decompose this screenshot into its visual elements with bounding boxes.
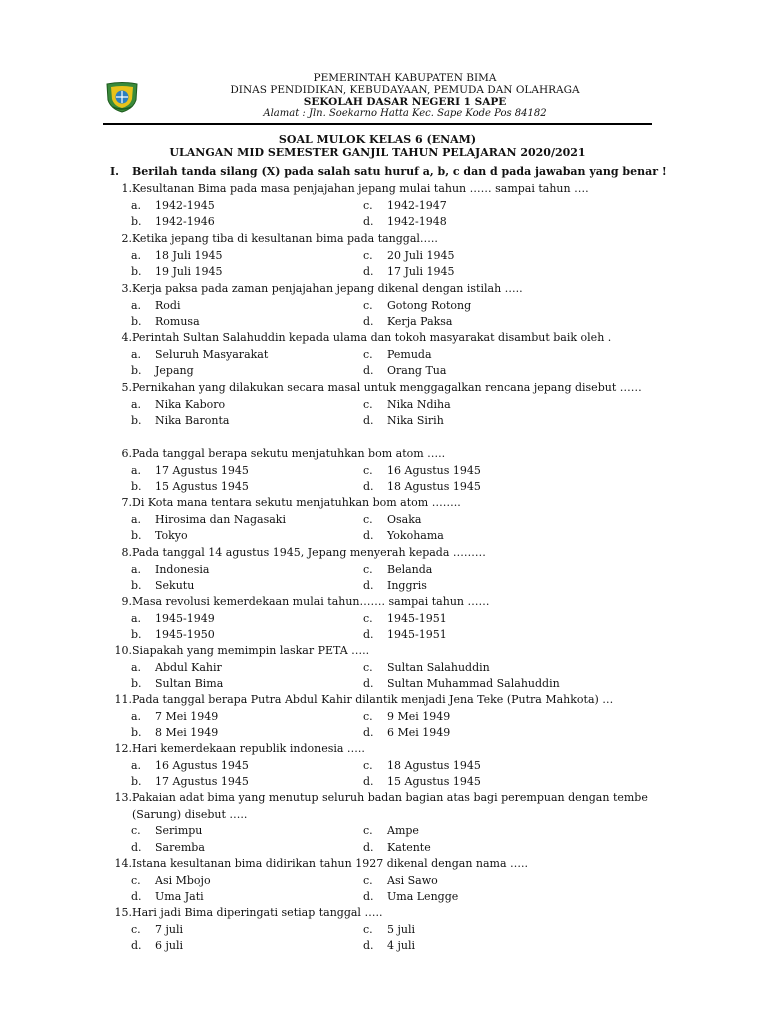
option-text: 9 Mei 1949 bbox=[387, 709, 451, 723]
question-item bbox=[110, 231, 670, 281]
option-letter: a. bbox=[131, 397, 142, 411]
option-text: 17 Agustus 1945 bbox=[155, 775, 249, 788]
option-text: 18 Agustus 1945 bbox=[387, 480, 481, 493]
option-text: Osaka bbox=[387, 512, 422, 526]
option-text: 5 juli bbox=[387, 922, 416, 936]
question-item bbox=[110, 741, 670, 791]
option-letter: a. bbox=[131, 562, 142, 576]
answer-options bbox=[110, 248, 670, 281]
answer-option[interactable] bbox=[363, 512, 421, 529]
option-text: 1945-1950 bbox=[155, 628, 215, 641]
option-text: 7 Mei 1949 bbox=[155, 709, 219, 723]
option-text: 8 Mei 1949 bbox=[155, 726, 219, 739]
option-letter: c. bbox=[131, 873, 141, 887]
option-text: 4 juli bbox=[387, 939, 416, 952]
question-item bbox=[110, 545, 670, 595]
option-text: Tokyo bbox=[155, 529, 188, 542]
option-text: Nika Sirih bbox=[387, 414, 444, 427]
letterhead-government: PEMERINTAH KABUPATEN BIMA bbox=[313, 72, 497, 84]
question-text: Perintah Sultan Salahuddin kepada ulama dan tokoh masyarakat disambut baik oleh . bbox=[132, 331, 612, 344]
answer-option[interactable] bbox=[131, 938, 183, 955]
option-text: Nika Kaboro bbox=[155, 397, 226, 411]
option-letter: b. bbox=[131, 726, 142, 739]
option-letter: d. bbox=[131, 890, 142, 903]
answer-option[interactable] bbox=[363, 298, 471, 315]
answer-options bbox=[110, 298, 670, 331]
option-text: 18 Juli 1945 bbox=[155, 248, 223, 262]
answer-options bbox=[110, 397, 670, 430]
question-item bbox=[110, 330, 670, 380]
option-text: Inggris bbox=[387, 579, 427, 592]
option-text: Romusa bbox=[155, 315, 200, 328]
option-letter: d. bbox=[363, 890, 374, 903]
answer-option[interactable] bbox=[131, 627, 215, 644]
answer-option[interactable] bbox=[363, 774, 481, 791]
exam-subtitle: ULANGAN MID SEMESTER GANJIL TAHUN PELAJARAN 2020/2021 bbox=[169, 146, 586, 159]
option-letter: b. bbox=[131, 677, 142, 690]
question-item bbox=[110, 495, 670, 545]
answer-option[interactable] bbox=[131, 611, 215, 628]
exam-title: SOAL MULOK KELAS 6 (ENAM) bbox=[278, 133, 477, 146]
answer-option[interactable] bbox=[131, 758, 249, 775]
option-text: Pemuda bbox=[387, 347, 432, 361]
question-text: Pakaian adat bima yang menutup seluruh badan bagian atas bagi perempuan dengan tembe (Sarung) disebut ….. bbox=[132, 791, 648, 821]
option-text: 6 juli bbox=[155, 939, 184, 952]
letterhead-agency: DINAS PENDIDIKAN, KEBUDAYAAN, PEMUDA DAN OLAHRAGA bbox=[230, 84, 580, 96]
answer-option[interactable] bbox=[363, 248, 455, 265]
question-number: 15. bbox=[114, 906, 132, 919]
question-text: Kesultanan Bima pada masa penjajahan jepang mulai tahun …… sampai tahun …. bbox=[132, 182, 589, 195]
answer-option[interactable] bbox=[363, 479, 481, 496]
option-letter: b. bbox=[131, 414, 142, 427]
option-text: Sultan Salahuddin bbox=[387, 660, 490, 674]
option-text: 17 Juli 1945 bbox=[387, 265, 455, 278]
instruction-text: Berilah tanda silang (X) pada salah satu huruf a, b, c dan d pada jawaban yang benar ! bbox=[132, 165, 667, 178]
question-number: 1. bbox=[121, 182, 132, 195]
question-item bbox=[110, 905, 670, 955]
option-letter: d. bbox=[363, 364, 374, 377]
answer-options bbox=[110, 709, 670, 742]
answer-option[interactable] bbox=[363, 627, 447, 644]
letterhead bbox=[180, 72, 630, 120]
option-letter: d. bbox=[363, 315, 374, 328]
option-text: Serimpu bbox=[155, 824, 203, 837]
answer-option[interactable] bbox=[131, 725, 218, 742]
option-text: Asi Sawo bbox=[387, 873, 438, 887]
letterhead-divider bbox=[103, 123, 652, 125]
answer-option[interactable] bbox=[363, 214, 447, 231]
option-letter: d. bbox=[131, 840, 142, 854]
answer-option[interactable] bbox=[131, 479, 249, 496]
option-text: Orang Tua bbox=[387, 364, 447, 377]
option-text: 1945-1949 bbox=[155, 611, 215, 625]
option-letter: b. bbox=[131, 579, 142, 592]
question-item bbox=[110, 790, 670, 856]
answer-option[interactable] bbox=[131, 676, 223, 693]
option-letter: a. bbox=[131, 758, 142, 772]
option-letter: d. bbox=[363, 840, 374, 854]
answer-options bbox=[110, 660, 670, 693]
answer-options bbox=[110, 823, 670, 856]
question-number: 13. bbox=[114, 791, 132, 804]
answer-option[interactable] bbox=[131, 823, 202, 840]
answer-options bbox=[110, 873, 670, 906]
option-text: Abdul Kahir bbox=[155, 660, 222, 674]
question-number: 10. bbox=[114, 644, 132, 657]
question-text: Di Kota mana tentara sekutu menjatuhkan bom atom …….. bbox=[132, 496, 461, 509]
option-text: Nika Ndiha bbox=[387, 397, 451, 411]
question-text: Pernikahan yang dilakukan secara masal untuk menggagalkan rencana jepang disebut …… bbox=[132, 381, 642, 394]
answer-option[interactable] bbox=[363, 413, 444, 430]
answer-options bbox=[110, 922, 670, 955]
question-number: 12. bbox=[114, 742, 132, 755]
question-number: 6. bbox=[121, 447, 132, 460]
option-text: 1942-1948 bbox=[387, 215, 447, 228]
option-text: Ampe bbox=[387, 824, 419, 837]
option-letter: c. bbox=[363, 198, 373, 212]
option-letter: d. bbox=[363, 529, 374, 542]
answer-option[interactable] bbox=[131, 413, 229, 430]
option-text: 16 Agustus 1945 bbox=[387, 463, 481, 477]
answer-option[interactable] bbox=[131, 660, 222, 677]
question-number: 11. bbox=[114, 693, 132, 706]
option-letter: a. bbox=[131, 347, 142, 361]
option-letter: b. bbox=[131, 480, 142, 493]
option-letter: c. bbox=[363, 758, 373, 772]
answer-options bbox=[110, 347, 670, 380]
question-item bbox=[110, 181, 670, 231]
option-letter: b. bbox=[131, 529, 142, 542]
option-letter: d. bbox=[363, 628, 374, 641]
option-letter: c. bbox=[363, 562, 373, 576]
question-number: 7. bbox=[121, 496, 132, 509]
question-number: 4. bbox=[121, 331, 132, 344]
question-item bbox=[110, 446, 670, 496]
question-item bbox=[110, 594, 670, 644]
option-text: Seluruh Masyarakat bbox=[155, 347, 269, 361]
option-letter: c. bbox=[363, 922, 373, 936]
question-text: Pada tanggal 14 agustus 1945, Jepang menyerah kepada ……… bbox=[132, 546, 486, 559]
option-text: Kerja Paksa bbox=[387, 315, 453, 328]
answer-option[interactable] bbox=[131, 214, 215, 231]
section-number: I. bbox=[110, 165, 119, 178]
answer-option[interactable] bbox=[363, 709, 450, 726]
answer-option[interactable] bbox=[131, 347, 268, 364]
answer-option[interactable] bbox=[131, 512, 286, 529]
option-text: 15 Agustus 1945 bbox=[155, 480, 249, 493]
answer-option[interactable] bbox=[363, 611, 447, 628]
option-letter: c. bbox=[131, 922, 141, 936]
option-text: 15 Agustus 1945 bbox=[387, 775, 481, 788]
option-text: 7 juli bbox=[155, 922, 184, 936]
option-text: 20 Juli 1945 bbox=[387, 248, 455, 262]
option-letter: c. bbox=[363, 824, 373, 837]
option-letter: c. bbox=[363, 298, 373, 312]
answer-option[interactable] bbox=[131, 873, 211, 890]
option-letter: a. bbox=[131, 463, 142, 477]
question-text: Istana kesultanan bima didirikan tahun 1927 dikenal dengan nama ….. bbox=[132, 857, 529, 870]
question-item bbox=[110, 692, 670, 742]
option-letter: d. bbox=[363, 579, 374, 592]
answer-option[interactable] bbox=[131, 774, 249, 791]
option-text: 1942-1945 bbox=[155, 198, 215, 212]
option-letter: b. bbox=[131, 775, 142, 788]
question-text: Pada tanggal berapa sekutu menjatuhkan bom atom ….. bbox=[132, 447, 446, 460]
question-item bbox=[110, 380, 670, 430]
option-letter: a. bbox=[131, 611, 142, 625]
answer-option[interactable] bbox=[131, 198, 215, 215]
answer-option[interactable] bbox=[363, 938, 415, 955]
option-text: Uma Jati bbox=[155, 890, 204, 903]
answer-options bbox=[110, 562, 670, 595]
question-text: Hari kemerdekaan republik indonesia ….. bbox=[132, 742, 365, 755]
answer-option[interactable] bbox=[131, 248, 223, 265]
option-text: Nika Baronta bbox=[155, 414, 230, 427]
answer-option[interactable] bbox=[363, 840, 431, 857]
question-item bbox=[110, 643, 670, 693]
question-number: 9. bbox=[121, 595, 132, 608]
option-letter: d. bbox=[363, 939, 374, 952]
answer-option[interactable] bbox=[363, 562, 432, 579]
answer-option[interactable] bbox=[363, 873, 438, 890]
option-text: 1942-1947 bbox=[387, 198, 447, 212]
answer-options bbox=[110, 512, 670, 545]
question-number: 2. bbox=[121, 232, 132, 245]
option-letter: c. bbox=[363, 512, 373, 526]
option-letter: d. bbox=[363, 677, 374, 690]
option-text: Belanda bbox=[387, 562, 433, 576]
school-emblem-logo bbox=[103, 80, 141, 114]
option-letter: a. bbox=[131, 512, 142, 526]
answer-option[interactable] bbox=[131, 528, 188, 545]
option-letter: d. bbox=[363, 265, 374, 278]
option-text: Sultan Muhammad Salahuddin bbox=[387, 677, 560, 690]
answer-option[interactable] bbox=[363, 889, 458, 906]
option-letter: d. bbox=[363, 480, 374, 493]
answer-option[interactable] bbox=[363, 198, 447, 215]
answer-option[interactable] bbox=[363, 660, 490, 677]
answer-option[interactable] bbox=[363, 578, 427, 595]
option-letter: b. bbox=[131, 215, 142, 228]
question-text: Masa revolusi kemerdekaan mulai tahun……. sampai tahun …… bbox=[132, 595, 490, 608]
answer-option[interactable] bbox=[363, 922, 415, 939]
option-letter: d. bbox=[131, 939, 142, 952]
answer-option[interactable] bbox=[131, 298, 180, 315]
question-item bbox=[110, 856, 670, 906]
option-text: 1945-1951 bbox=[387, 611, 447, 625]
option-letter: a. bbox=[131, 298, 142, 312]
question-number: 3. bbox=[121, 282, 132, 295]
answer-options bbox=[110, 198, 670, 231]
option-text: Sekutu bbox=[155, 579, 195, 592]
answer-option[interactable] bbox=[363, 758, 481, 775]
option-letter: c. bbox=[363, 660, 373, 674]
option-letter: d. bbox=[363, 775, 374, 788]
option-letter: c. bbox=[363, 873, 373, 887]
answer-option[interactable] bbox=[363, 363, 446, 380]
question-text: Pada tanggal berapa Putra Abdul Kahir dilantik menjadi Jena Teke (Putra Mahkota) … bbox=[132, 693, 614, 706]
option-text: Katente bbox=[387, 840, 431, 854]
option-letter: d. bbox=[363, 726, 374, 739]
option-text: Gotong Rotong bbox=[387, 298, 472, 312]
question-item bbox=[110, 281, 670, 331]
option-text: Asi Mbojo bbox=[155, 873, 211, 887]
option-letter: a. bbox=[131, 660, 142, 674]
letterhead-school: SEKOLAH DASAR NEGERI 1 SAPE bbox=[303, 96, 507, 108]
option-text: 16 Agustus 1945 bbox=[155, 758, 249, 772]
answer-options bbox=[110, 758, 670, 791]
option-text: Jepang bbox=[155, 364, 194, 377]
answer-option[interactable] bbox=[131, 922, 183, 939]
option-letter: b. bbox=[131, 628, 142, 641]
option-text: 18 Agustus 1945 bbox=[387, 758, 481, 772]
option-text: Saremba bbox=[155, 840, 205, 854]
answer-option[interactable] bbox=[363, 314, 453, 331]
question-text: Ketika jepang tiba di kesultanan bima pada tanggal….. bbox=[132, 232, 438, 245]
answer-option[interactable] bbox=[131, 840, 205, 857]
question-text: Kerja paksa pada zaman penjajahan jepang dikenal dengan istilah ….. bbox=[132, 282, 523, 295]
option-letter: a. bbox=[131, 198, 142, 212]
question-number: 5. bbox=[121, 381, 132, 394]
answer-option[interactable] bbox=[131, 363, 194, 380]
option-text: Sultan Bima bbox=[155, 677, 224, 690]
answer-option[interactable] bbox=[131, 314, 200, 331]
question-number: 8. bbox=[121, 546, 132, 559]
option-text: Hirosima dan Nagasaki bbox=[155, 512, 286, 526]
answer-option[interactable] bbox=[131, 578, 194, 595]
question-text: Siapakah yang memimpin laskar PETA ….. bbox=[132, 644, 370, 657]
option-letter: b. bbox=[131, 364, 142, 377]
answer-option[interactable] bbox=[363, 463, 481, 480]
option-text: 17 Agustus 1945 bbox=[155, 463, 249, 477]
answer-option[interactable] bbox=[131, 463, 249, 480]
option-text: Rodi bbox=[155, 298, 181, 312]
answer-option[interactable] bbox=[131, 562, 209, 579]
answer-option[interactable] bbox=[363, 264, 455, 281]
option-letter: b. bbox=[131, 315, 142, 328]
option-text: 6 Mei 1949 bbox=[387, 726, 451, 739]
option-letter: c. bbox=[363, 248, 373, 262]
answer-option[interactable] bbox=[131, 709, 218, 726]
answer-options bbox=[110, 463, 670, 496]
option-letter: c. bbox=[363, 709, 373, 723]
option-text: 19 Juli 1945 bbox=[155, 265, 223, 278]
option-letter: d. bbox=[363, 414, 374, 427]
answer-options bbox=[110, 611, 670, 644]
answer-option[interactable] bbox=[363, 397, 451, 414]
option-letter: c. bbox=[363, 463, 373, 477]
option-text: Yokohama bbox=[387, 529, 444, 542]
option-text: Uma Lengge bbox=[387, 890, 459, 903]
answer-option[interactable] bbox=[363, 823, 419, 840]
option-letter: d. bbox=[363, 215, 374, 228]
option-letter: b. bbox=[131, 265, 142, 278]
answer-option[interactable] bbox=[363, 676, 560, 693]
letterhead-address: Alamat : Jln. Soekarno Hatta Kec. Sape Kode Pos 84182 bbox=[263, 108, 547, 119]
option-text: 1942-1946 bbox=[155, 215, 215, 228]
option-letter: c. bbox=[363, 397, 373, 411]
option-letter: c. bbox=[363, 347, 373, 361]
option-letter: c. bbox=[131, 824, 141, 837]
answer-option[interactable] bbox=[363, 528, 444, 545]
option-letter: a. bbox=[131, 248, 142, 262]
option-letter: c. bbox=[363, 611, 373, 625]
answer-option[interactable] bbox=[131, 264, 223, 281]
question-text: Hari jadi Bima diperingati setiap tanggal ….. bbox=[132, 906, 383, 919]
option-letter: a. bbox=[131, 709, 142, 723]
answer-option[interactable] bbox=[363, 725, 450, 742]
answer-option[interactable] bbox=[363, 347, 432, 364]
option-text: 1945-1951 bbox=[387, 628, 447, 641]
option-text: Indonesia bbox=[155, 562, 210, 576]
question-number: 14. bbox=[114, 857, 132, 870]
answer-option[interactable] bbox=[131, 889, 204, 906]
answer-option[interactable] bbox=[131, 397, 225, 414]
